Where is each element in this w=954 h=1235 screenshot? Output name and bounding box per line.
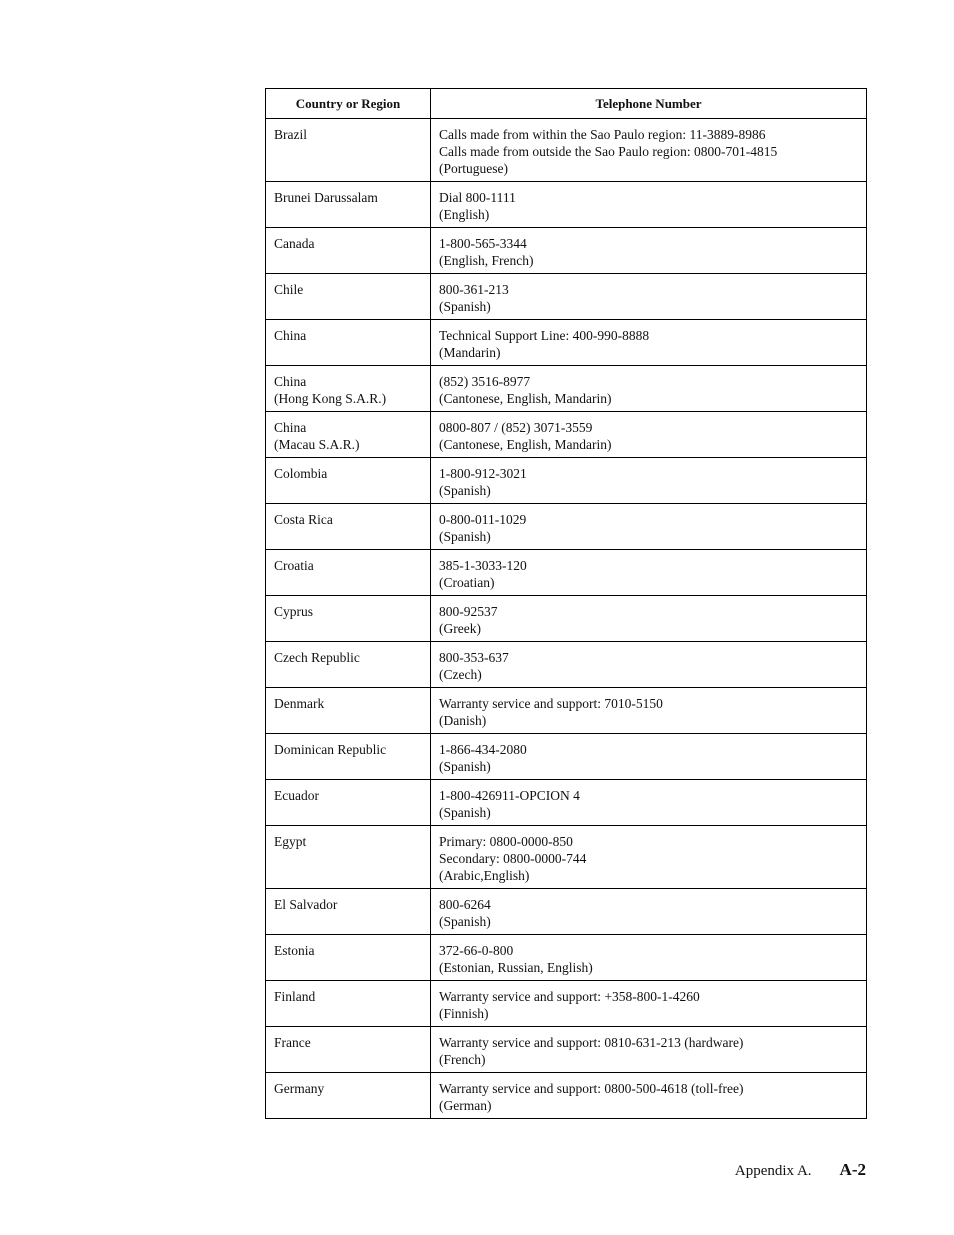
- table-row: [266, 458, 867, 504]
- telephone-cell: [431, 320, 867, 366]
- telephone-text: Calls made from within the Sao Paulo region: 11-3889-8986: [439, 127, 766, 142]
- table-row: [266, 688, 867, 734]
- country-cell: [266, 826, 431, 889]
- country-text: Cyprus: [274, 604, 314, 619]
- telephone-text: 0-800-011-1029: [439, 512, 527, 527]
- telephone-text: (Estonian, Russian, English): [439, 960, 593, 975]
- country-text: Estonia: [274, 943, 315, 958]
- telephone-text: (Portuguese): [439, 161, 508, 176]
- telephone-text: 800-353-637: [439, 650, 509, 665]
- telephone-cell: [431, 119, 867, 182]
- appendix-label: Appendix A.: [734, 1163, 812, 1179]
- column-header-telephone: Telephone Number: [431, 89, 867, 119]
- table-row: [266, 228, 867, 274]
- telephone-cell: [431, 935, 867, 981]
- telephone-text: (English, French): [439, 253, 534, 268]
- country-text: Dominican Republic: [274, 742, 387, 757]
- country-cell: [266, 228, 431, 274]
- telephone-text: 1-800-426911-OPCION 4: [439, 788, 580, 803]
- table-row: [266, 826, 867, 889]
- telephone-text: (852) 3516-8977: [439, 374, 531, 389]
- country-cell: [266, 734, 431, 780]
- country-text: Brunei Darussalam: [274, 190, 378, 205]
- country-text: El Salvador: [274, 897, 338, 912]
- telephone-text: 0800-807 / (852) 3071-3559: [439, 420, 593, 435]
- telephone-text: 800-92537: [439, 604, 498, 619]
- telephone-cell: [431, 228, 867, 274]
- telephone-text: 1-800-912-3021: [439, 466, 527, 481]
- table-row: [266, 366, 867, 412]
- telephone-text: 1-800-565-3344: [439, 236, 527, 251]
- telephone-text: (Spanish): [439, 483, 491, 498]
- country-text: Chile: [274, 282, 304, 297]
- telephone-text: Warranty service and support: 0810-631-213 (hardware): [439, 1035, 744, 1050]
- telephone-text: (Arabic,English): [439, 868, 530, 883]
- telephone-cell: [431, 550, 867, 596]
- telephone-cell: [431, 412, 867, 458]
- table-row: [266, 1073, 867, 1119]
- telephone-text: (Spanish): [439, 759, 491, 774]
- country-text: (Macau S.A.R.): [274, 437, 360, 452]
- telephone-text: 385-1-3033-120: [439, 558, 527, 573]
- telephone-text: (Cantonese, English, Mandarin): [439, 437, 612, 452]
- table-header-row: [266, 89, 867, 119]
- country-text: Brazil: [274, 127, 307, 142]
- table-row: [266, 182, 867, 228]
- country-cell: [266, 889, 431, 935]
- country-text: France: [274, 1035, 311, 1050]
- telephone-text: (German): [439, 1098, 492, 1113]
- table-row: [266, 935, 867, 981]
- country-cell: [266, 366, 431, 412]
- telephone-text: (English): [439, 207, 490, 222]
- country-text: (Hong Kong S.A.R.): [274, 391, 387, 406]
- telephone-text: (Spanish): [439, 529, 491, 544]
- telephone-text: 800-6264: [439, 897, 491, 912]
- country-cell: [266, 412, 431, 458]
- table-row: [266, 642, 867, 688]
- telephone-cell: [431, 889, 867, 935]
- telephone-cell: [431, 1027, 867, 1073]
- table-row: [266, 596, 867, 642]
- telephone-cell: [431, 981, 867, 1027]
- telephone-text: (Finnish): [439, 1006, 489, 1021]
- country-text: China: [274, 374, 307, 389]
- telephone-cell: [431, 366, 867, 412]
- telephone-text: (Spanish): [439, 805, 491, 820]
- telephone-text: (Cantonese, English, Mandarin): [439, 391, 612, 406]
- table-row: [266, 734, 867, 780]
- country-cell: [266, 642, 431, 688]
- country-cell: [266, 1027, 431, 1073]
- table-row: [266, 889, 867, 935]
- telephone-cell: [431, 458, 867, 504]
- column-header-country: Country or Region: [266, 89, 431, 119]
- country-cell: [266, 935, 431, 981]
- telephone-text: 1-866-434-2080: [439, 742, 527, 757]
- telephone-text: 800-361-213: [439, 282, 509, 297]
- table-row: [266, 981, 867, 1027]
- page-number: A-2: [839, 1160, 866, 1179]
- country-cell: [266, 688, 431, 734]
- country-text: Canada: [274, 236, 315, 251]
- telephone-text: (Greek): [439, 621, 481, 636]
- table-row: [266, 320, 867, 366]
- telephone-cell: [431, 688, 867, 734]
- page-footer: [735, 1160, 866, 1180]
- table-row: [266, 1027, 867, 1073]
- country-text: Colombia: [274, 466, 328, 481]
- country-text: Czech Republic: [274, 650, 360, 665]
- table-row: [266, 550, 867, 596]
- country-cell: [266, 504, 431, 550]
- telephone-text: Warranty service and support: 7010-5150: [439, 696, 663, 711]
- table-row: [266, 274, 867, 320]
- country-text: Croatia: [274, 558, 314, 573]
- country-cell: [266, 780, 431, 826]
- country-text: Ecuador: [274, 788, 319, 803]
- contact-table: [265, 88, 867, 1119]
- country-cell: [266, 320, 431, 366]
- table-row: [266, 119, 867, 182]
- telephone-cell: [431, 642, 867, 688]
- table-row: [266, 412, 867, 458]
- telephone-text: Primary: 0800-0000-850: [439, 834, 573, 849]
- telephone-cell: [431, 504, 867, 550]
- country-text: Germany: [274, 1081, 325, 1096]
- country-cell: [266, 596, 431, 642]
- country-text: Denmark: [274, 696, 325, 711]
- telephone-cell: [431, 1073, 867, 1119]
- telephone-text: (Danish): [439, 713, 487, 728]
- table-row: [266, 780, 867, 826]
- table-body: [266, 119, 867, 1119]
- telephone-text: (Czech): [439, 667, 482, 682]
- country-cell: [266, 550, 431, 596]
- country-cell: [266, 182, 431, 228]
- country-cell: [266, 981, 431, 1027]
- country-text: Costa Rica: [274, 512, 333, 527]
- country-cell: [266, 274, 431, 320]
- telephone-cell: [431, 826, 867, 889]
- telephone-cell: [431, 780, 867, 826]
- telephone-text: (Mandarin): [439, 345, 501, 360]
- country-cell: [266, 119, 431, 182]
- telephone-text: Warranty service and support: 0800-500-4618 (toll-free): [439, 1081, 744, 1096]
- telephone-cell: [431, 596, 867, 642]
- telephone-cell: [431, 274, 867, 320]
- country-text: China: [274, 420, 307, 435]
- telephone-cell: [431, 734, 867, 780]
- telephone-text: Technical Support Line: 400-990-8888: [439, 328, 650, 343]
- telephone-text: (Spanish): [439, 914, 491, 929]
- telephone-text: (Spanish): [439, 299, 491, 314]
- country-text: China: [274, 328, 307, 343]
- table-row: [266, 504, 867, 550]
- country-text: Egypt: [274, 834, 307, 849]
- country-text: Finland: [274, 989, 316, 1004]
- telephone-text: Dial 800-1111: [439, 190, 516, 205]
- telephone-text: 372-66-0-800: [439, 943, 514, 958]
- country-cell: [266, 458, 431, 504]
- telephone-cell: [431, 182, 867, 228]
- country-cell: [266, 1073, 431, 1119]
- telephone-text: Secondary: 0800-0000-744: [439, 851, 587, 866]
- telephone-text: (Croatian): [439, 575, 495, 590]
- telephone-text: Calls made from outside the Sao Paulo region: 0800-701-4815: [439, 144, 778, 159]
- telephone-text: (French): [439, 1052, 486, 1067]
- telephone-text: Warranty service and support: +358-800-1-4260: [439, 989, 700, 1004]
